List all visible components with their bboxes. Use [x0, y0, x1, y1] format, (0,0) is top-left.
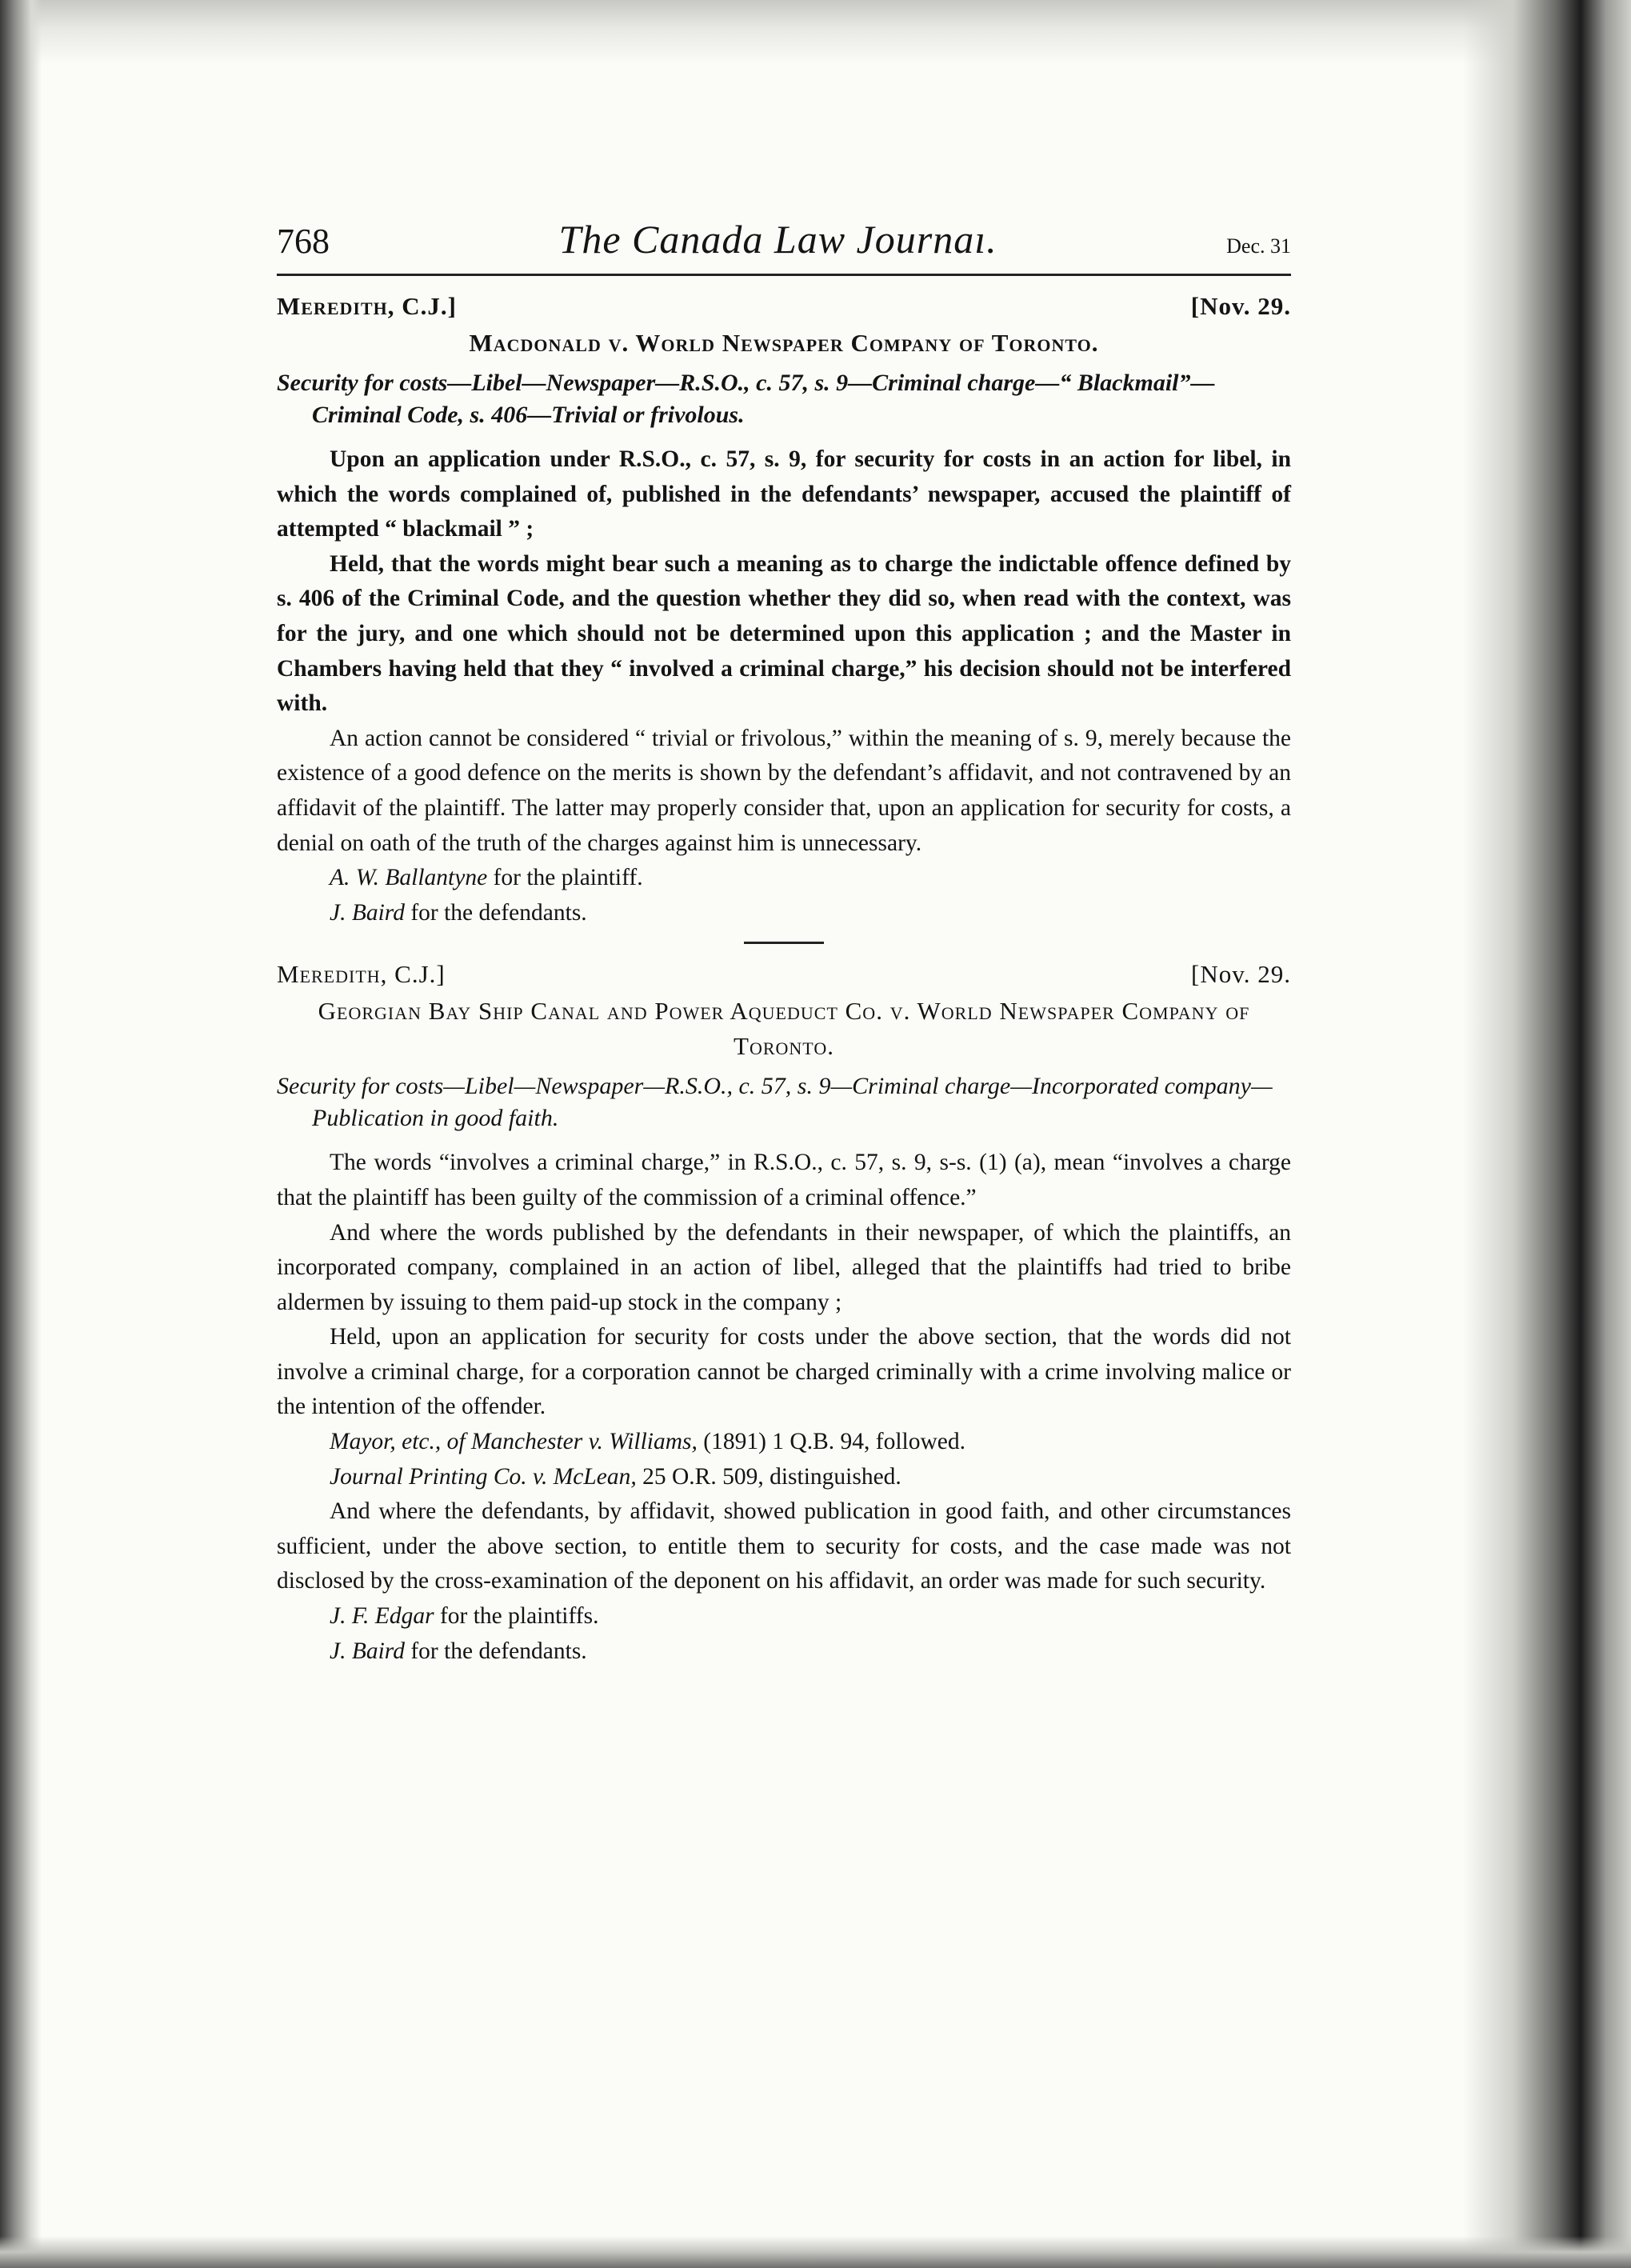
case-2-counsel-plaintiff	[277, 1599, 1291, 1634]
scan-edge-right	[1463, 0, 1631, 2268]
running-head	[277, 216, 1291, 276]
case-2-date: [Nov. 29.	[1191, 960, 1291, 989]
case-1-judge: Meredith, C.J.]	[277, 292, 457, 320]
counsel-name: J. F. Edgar	[330, 1603, 434, 1630]
case-2	[277, 960, 1291, 1669]
case-1-paragraph: Upon an application under R.S.O., c. 57, s. 9, for security for costs in an action for libel, in which the words complained of, published in the defendants’ newspaper, accused the plaintiff of attempted “ blackmail ” ;	[277, 446, 1291, 542]
citation-name: Journal Printing Co. v. McLean,	[330, 1463, 637, 1490]
citation-rest: 25 O.R. 509, distinguished.	[636, 1463, 901, 1490]
case-1-paragraph: Held, that the words might bear such a meaning as to charge the indictable offence defined by s. 406 of the Criminal Code, and the question whether they did so, when read with the context, was for the jury, and one which should not be determined upon this application ; and the Master in Chambers having held that they “ involved a criminal charge,” his decision should not be interfered with.	[277, 550, 1291, 717]
scan-edge-bottom	[0, 2236, 1631, 2268]
case-2-paragraph: Held, upon an application for security for costs under the above section, that the words did not involve a criminal charge, for a corporation cannot be charged criminally with a crime involving malice or the intention of the offender.	[277, 1324, 1291, 1420]
page-content	[277, 216, 1291, 1669]
case-2-title: Georgian Bay Ship Canal and Power Aqueduct Co. v. World Newspaper Company of Toronto.	[318, 997, 1250, 1061]
counsel-name: J. Baird	[330, 899, 405, 926]
case-2-headnote: Security for costs—Libel—Newspaper—R.S.O., c. 57, s. 9—Criminal charge—Incorporated company—Publication in good faith.	[277, 1073, 1273, 1132]
counsel-role: for the defendants.	[404, 1638, 587, 1664]
issue-date: Dec. 31	[1226, 234, 1291, 258]
case-1-counsel-plaintiff	[277, 861, 1291, 896]
counsel-name: J. Baird	[330, 1638, 405, 1664]
case-1-counsel-defendant	[277, 896, 1291, 931]
case-2-paragraph: And where the words published by the defendants in their newspaper, of which the plaintiffs, an incorporated company, complained in an action of libel, alleged that the plaintiffs had tried to bribe aldermen by issuing to them paid-up stock in the company ;	[277, 1219, 1291, 1315]
case-2-counsel-defendant	[277, 1634, 1291, 1670]
citation-name: Mayor, etc., of Manchester v. Williams,	[330, 1429, 698, 1455]
case-1-paragraph: An action cannot be considered “ trivial or frivolous,” within the meaning of s. 9, merely because the existence of a good defence on the merits is shown by the defendant’s affidavit, and not contravened by an affidavit of the plaintiff. The latter may properly consider that, upon an application for security for costs, a denial on oath of the truth of the charges against him is unnecessary.	[277, 725, 1291, 856]
case-2-citation	[277, 1425, 1291, 1460]
case-1-judge-line	[277, 292, 1291, 321]
case-2-judge: Meredith, C.J.]	[277, 960, 446, 989]
citation-rest: (1891) 1 Q.B. 94, followed.	[697, 1429, 966, 1455]
counsel-role: for the defendants.	[404, 899, 587, 926]
journal-title: The Canada Law Journaı.	[558, 217, 997, 262]
case-2-citation	[277, 1460, 1291, 1495]
case-1	[277, 292, 1291, 722]
case-1-title: Macdonald v. World Newspaper Company of Toronto.	[469, 329, 1099, 357]
case-2-paragraph: The words “involves a criminal charge,” in R.S.O., c. 57, s. 9, s-s. (1) (a), mean “involves a charge that the plaintiff has been guilty of the commission of a criminal offence.”	[277, 1150, 1291, 1210]
case-2-paragraph: And where the defendants, by affidavit, showed publication in good faith, and other circumstances sufficient, under the above section, to entitle them to security for costs, and the case made was not disclosed by the cross-examination of the deponent on his affidavit, an order was made for such security.	[277, 1498, 1291, 1594]
counsel-role: for the plaintiff.	[487, 865, 643, 891]
counsel-name: A. W. Ballantyne	[330, 865, 488, 891]
section-divider	[744, 942, 824, 944]
case-1-headnote: Security for costs—Libel—Newspaper—R.S.O., c. 57, s. 9—Criminal charge—“ Blackmail”—Criminal Code, s. 406—Trivial or frivolous.	[277, 370, 1215, 428]
counsel-role: for the plaintiffs.	[434, 1603, 599, 1630]
case-2-judge-line	[277, 960, 1291, 989]
scan-edge-left	[0, 0, 42, 2268]
scan-edge-top	[0, 0, 1631, 64]
page-number: 768	[277, 222, 330, 261]
case-1-date: [Nov. 29.	[1190, 292, 1291, 320]
